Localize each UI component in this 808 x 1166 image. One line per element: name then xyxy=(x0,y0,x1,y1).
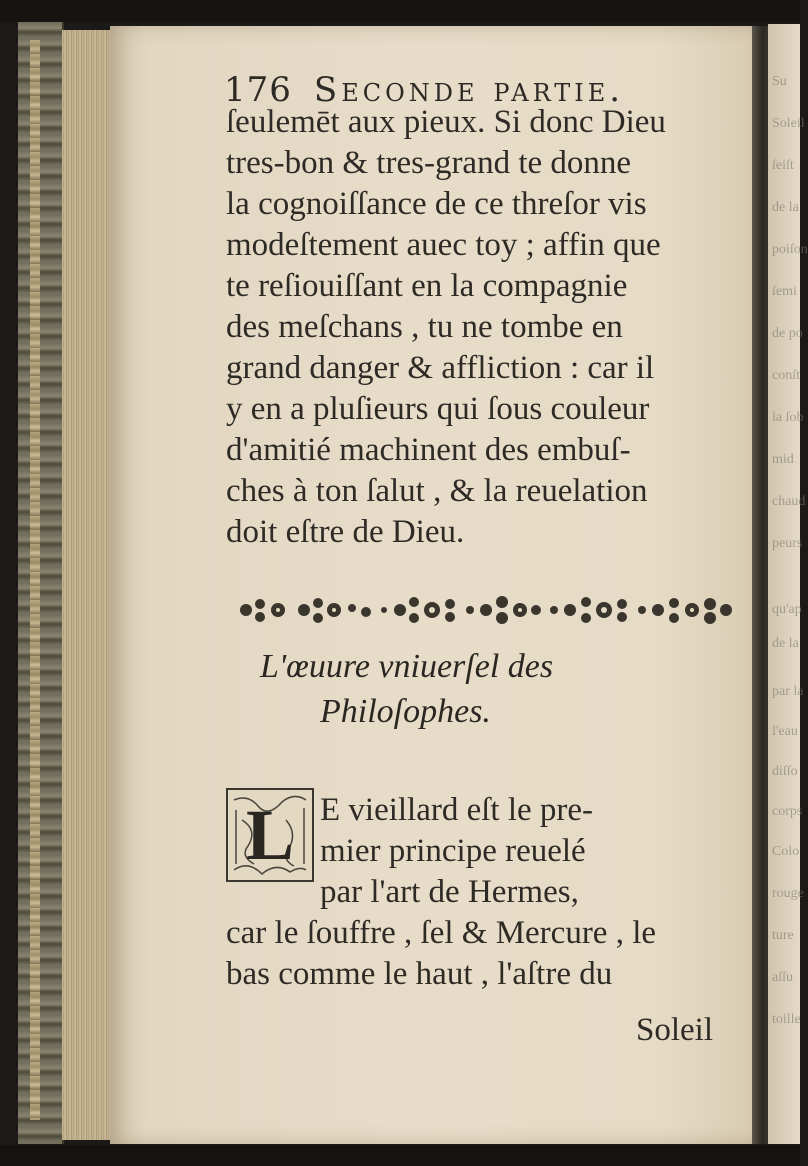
text-line: y en a pluſieurs qui ſous couleur xyxy=(226,391,650,427)
text-line: modeſtement auec toy ; affin que xyxy=(226,227,661,263)
facing-page-fragment: mid xyxy=(772,452,794,467)
text-line: la cognoiſſance de ce threſor vis xyxy=(226,186,647,222)
text-line: grand danger & affliction : car il xyxy=(226,350,655,386)
text-line: des meſchans , tu ne tombe en xyxy=(226,309,623,345)
facing-page-fragment: poiſon xyxy=(772,242,808,257)
section-title: L'œuure vniuerſel des xyxy=(260,648,554,685)
text-line: d'amitié machinent des embuſ- xyxy=(226,432,631,468)
facing-page-fragment: ſeiſt xyxy=(772,158,794,173)
facing-page-fragment: toille xyxy=(772,1012,801,1027)
facing-page-fragment: conſt xyxy=(772,368,800,383)
catchword: Soleil xyxy=(636,1012,714,1048)
facing-page-fragment: l'eau xyxy=(772,724,798,739)
facing-page-fragment: diſſo xyxy=(772,764,798,779)
facing-page-fragment: de po xyxy=(772,326,803,341)
text-line: tres-bon & tres-grand te donne xyxy=(226,145,632,181)
running-title: Seconde partie. xyxy=(313,70,625,110)
text-line: bas comme le haut , l'aſtre du xyxy=(226,956,613,992)
page-number: 176 xyxy=(224,70,292,110)
text-line: E vieillard eſt le pre- xyxy=(320,792,594,828)
text-line: ches à ton ſalut , & la reuelation xyxy=(226,473,648,509)
printers-ornament xyxy=(234,590,734,630)
facing-page-fragment: Soleil xyxy=(772,116,805,131)
initial-letter: L xyxy=(245,795,295,875)
scan-background-bottom xyxy=(0,1145,800,1166)
facing-page-fragment: Su xyxy=(772,74,787,89)
facing-page-fragment: qu'ap xyxy=(772,602,802,617)
text-line: ſeulemēt aux pieux. Si donc Dieu xyxy=(226,104,666,140)
text-line: car le ſouffre , ſel & Mercure , le xyxy=(226,915,657,951)
text-line: doit eſtre de Dieu. xyxy=(226,514,465,550)
facing-page-fragment: aſſu xyxy=(772,970,793,985)
facing-page-fragment: de la xyxy=(772,200,799,215)
facing-page-fragment: rouge xyxy=(772,886,804,901)
facing-page-fragment: Colo xyxy=(772,844,800,859)
facing-page-fragment: par la xyxy=(772,684,804,699)
facing-page-fragment: de la xyxy=(772,636,799,651)
text-line: te reſiouiſſant en la compagnie xyxy=(226,268,628,304)
text-line: mier principe reuelé xyxy=(320,833,586,869)
text-line: par l'art de Hermes, xyxy=(320,874,579,910)
facing-page-fragment: peurs xyxy=(772,536,803,551)
facing-page-fragment: chaud xyxy=(772,494,806,509)
decorated-initial xyxy=(226,788,314,882)
facing-page-fragment: la ſob xyxy=(772,410,804,425)
facing-page-fragment: ture xyxy=(772,928,794,943)
facing-page-fragment: corps xyxy=(772,804,803,819)
facing-page-fragment: ſemi xyxy=(772,284,797,299)
section-subtitle: Philoſophes. xyxy=(320,693,491,730)
